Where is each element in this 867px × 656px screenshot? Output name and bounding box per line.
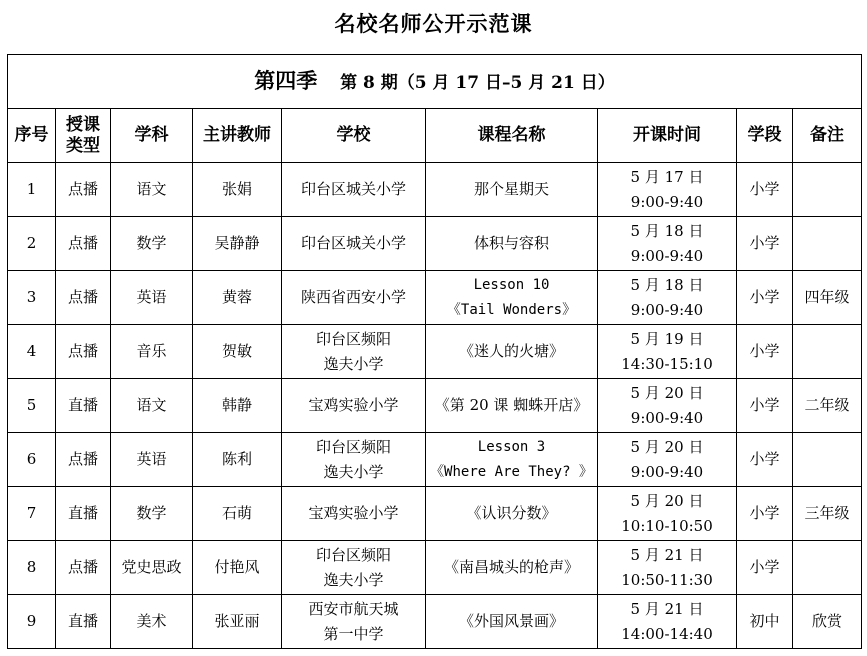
cell-note <box>793 433 862 487</box>
cell-no: 4 <box>8 325 56 379</box>
header-type-line-2: 类型 <box>66 135 100 156</box>
cell-hours-line: 9:00-9:40 <box>630 192 704 211</box>
header-row <box>8 109 862 163</box>
cell-course-line: Lesson 10 <box>473 276 550 293</box>
cell-teacher: 石萌 <box>193 487 282 541</box>
cell-course <box>426 541 598 595</box>
cell-no: 8 <box>8 541 56 595</box>
cell-school-line: 逸夫小学 <box>323 462 384 481</box>
cell-type: 直播 <box>56 379 111 433</box>
cell-teacher: 张娟 <box>193 163 282 217</box>
cell-course-line: 《第 20 课 蜘蛛开店》 <box>434 396 589 414</box>
course-schedule-table <box>7 54 862 649</box>
header-time: 开课时间 <box>598 109 737 163</box>
cell-time <box>598 595 737 649</box>
cell-stage: 小学 <box>737 163 793 217</box>
cell-no: 3 <box>8 271 56 325</box>
cell-note <box>793 325 862 379</box>
cell-school <box>282 325 426 379</box>
cell-type: 直播 <box>56 595 111 649</box>
cell-stage: 小学 <box>737 379 793 433</box>
header-subject: 学科 <box>111 109 193 163</box>
table-row <box>8 541 862 595</box>
cell-no: 1 <box>8 163 56 217</box>
cell-subject: 党史思政 <box>111 541 193 595</box>
cell-no: 7 <box>8 487 56 541</box>
cell-time <box>598 487 737 541</box>
cell-hours-line: 10:50-11:30 <box>621 570 713 589</box>
cell-school <box>282 433 426 487</box>
header-note: 备注 <box>793 109 862 163</box>
cell-hours-line: 10:10-10:50 <box>621 516 713 535</box>
cell-school-line: 西安市航天城 <box>308 599 399 618</box>
table-body <box>8 163 862 649</box>
cell-course-line: 《迷人的火塘》 <box>458 342 564 360</box>
cell-course <box>426 433 598 487</box>
cell-subject: 语文 <box>111 379 193 433</box>
header-type-line-1: 授课 <box>66 114 100 135</box>
cell-note <box>793 163 862 217</box>
cell-no: 9 <box>8 595 56 649</box>
cell-note: 三年级 <box>793 487 862 541</box>
cell-hours-line: 9:00-9:40 <box>630 408 704 427</box>
cell-school <box>282 163 426 217</box>
cell-school-line: 印台区频阳 <box>315 329 391 348</box>
season-name: 第四季 <box>254 67 318 93</box>
cell-date-line: 5 月 21 日 <box>630 599 704 618</box>
cell-school-line: 印台区城关小学 <box>300 234 406 252</box>
table-row <box>8 163 862 217</box>
cell-note: 二年级 <box>793 379 862 433</box>
cell-school <box>282 217 426 271</box>
header-school: 学校 <box>282 109 426 163</box>
cell-stage: 小学 <box>737 487 793 541</box>
cell-type: 点播 <box>56 325 111 379</box>
cell-subject: 美术 <box>111 595 193 649</box>
cell-course <box>426 487 598 541</box>
cell-no: 6 <box>8 433 56 487</box>
cell-course-line: Lesson 3 <box>477 438 546 455</box>
cell-stage: 初中 <box>737 595 793 649</box>
cell-course-line: 《认识分数》 <box>466 504 557 522</box>
cell-school-line: 印台区频阳 <box>315 545 391 564</box>
cell-time <box>598 163 737 217</box>
cell-date-line: 5 月 17 日 <box>630 167 704 186</box>
table-row <box>8 595 862 649</box>
cell-type: 直播 <box>56 487 111 541</box>
cell-course-line: 《Where Are They? 》 <box>430 463 593 480</box>
cell-school-line: 第一中学 <box>323 624 384 643</box>
cell-teacher: 陈利 <box>193 433 282 487</box>
cell-course <box>426 379 598 433</box>
table-row <box>8 433 862 487</box>
header-stage: 学段 <box>737 109 793 163</box>
cell-hours-line: 9:00-9:40 <box>630 300 704 319</box>
cell-school <box>282 541 426 595</box>
header-no: 序号 <box>8 109 56 163</box>
cell-school-line: 逸夫小学 <box>323 570 384 589</box>
cell-time <box>598 379 737 433</box>
cell-course-line: 《Tail Wonders》 <box>446 301 577 318</box>
cell-school-line: 宝鸡实验小学 <box>308 504 399 522</box>
cell-course-line: 那个星期天 <box>473 180 549 198</box>
cell-note: 四年级 <box>793 271 862 325</box>
cell-course-line: 《南昌城头的枪声》 <box>443 558 579 576</box>
cell-note <box>793 217 862 271</box>
header-course: 课程名称 <box>426 109 598 163</box>
cell-course <box>426 271 598 325</box>
cell-school <box>282 595 426 649</box>
cell-date-line: 5 月 18 日 <box>630 221 704 240</box>
cell-stage: 小学 <box>737 541 793 595</box>
cell-teacher: 黄蓉 <box>193 271 282 325</box>
cell-note: 欣赏 <box>793 595 862 649</box>
cell-school-line: 陕西省西安小学 <box>300 288 406 306</box>
cell-stage: 小学 <box>737 217 793 271</box>
table-row <box>8 379 862 433</box>
cell-hours-line: 14:00-14:40 <box>621 624 713 643</box>
header-teacher: 主讲教师 <box>193 109 282 163</box>
document-title: 名校名师公开示范课 <box>334 11 533 36</box>
cell-course <box>426 163 598 217</box>
cell-note <box>793 541 862 595</box>
cell-hours-line: 9:00-9:40 <box>630 246 704 265</box>
cell-course-line: 体积与容积 <box>473 234 549 252</box>
cell-type: 点播 <box>56 433 111 487</box>
cell-type: 点播 <box>56 217 111 271</box>
cell-school <box>282 487 426 541</box>
cell-date-line: 5 月 19 日 <box>630 329 704 348</box>
cell-course <box>426 325 598 379</box>
table-row <box>8 217 862 271</box>
cell-school-line: 印台区频阳 <box>315 437 391 456</box>
cell-stage: 小学 <box>737 433 793 487</box>
cell-time <box>598 271 737 325</box>
cell-subject: 音乐 <box>111 325 193 379</box>
cell-hours-line: 14:30-15:10 <box>621 354 713 373</box>
cell-time <box>598 325 737 379</box>
cell-course-line: 《外国风景画》 <box>458 612 564 630</box>
cell-date-line: 5 月 20 日 <box>630 437 704 456</box>
cell-date-line: 5 月 18 日 <box>630 275 704 294</box>
cell-time <box>598 541 737 595</box>
cell-hours-line: 9:00-9:40 <box>630 462 704 481</box>
season-banner <box>8 55 862 109</box>
cell-teacher: 韩静 <box>193 379 282 433</box>
cell-date-line: 5 月 20 日 <box>630 491 704 510</box>
cell-course <box>426 595 598 649</box>
season-row <box>8 55 862 109</box>
cell-teacher: 吴静静 <box>193 217 282 271</box>
table-row <box>8 271 862 325</box>
table-row <box>8 325 862 379</box>
cell-time <box>598 217 737 271</box>
cell-school-line: 逸夫小学 <box>323 354 384 373</box>
header-type <box>56 109 111 163</box>
cell-type: 点播 <box>56 271 111 325</box>
cell-type: 点播 <box>56 163 111 217</box>
cell-subject: 英语 <box>111 271 193 325</box>
cell-no: 2 <box>8 217 56 271</box>
cell-school-line: 印台区城关小学 <box>300 180 406 198</box>
cell-stage: 小学 <box>737 325 793 379</box>
cell-teacher: 贺敏 <box>193 325 282 379</box>
cell-subject: 英语 <box>111 433 193 487</box>
cell-date-line: 5 月 20 日 <box>630 383 704 402</box>
cell-subject: 语文 <box>111 163 193 217</box>
cell-school-line: 宝鸡实验小学 <box>308 396 399 414</box>
cell-type: 点播 <box>56 541 111 595</box>
cell-teacher: 张亚丽 <box>193 595 282 649</box>
season-period: 第 8 期（5 月 17 日–5 月 21 日） <box>340 72 615 93</box>
cell-teacher: 付艳风 <box>193 541 282 595</box>
cell-school <box>282 271 426 325</box>
cell-subject: 数学 <box>111 487 193 541</box>
cell-school <box>282 379 426 433</box>
cell-stage: 小学 <box>737 271 793 325</box>
table-row <box>8 487 862 541</box>
cell-time <box>598 433 737 487</box>
cell-subject: 数学 <box>111 217 193 271</box>
cell-no: 5 <box>8 379 56 433</box>
cell-course <box>426 217 598 271</box>
cell-date-line: 5 月 21 日 <box>630 545 704 564</box>
